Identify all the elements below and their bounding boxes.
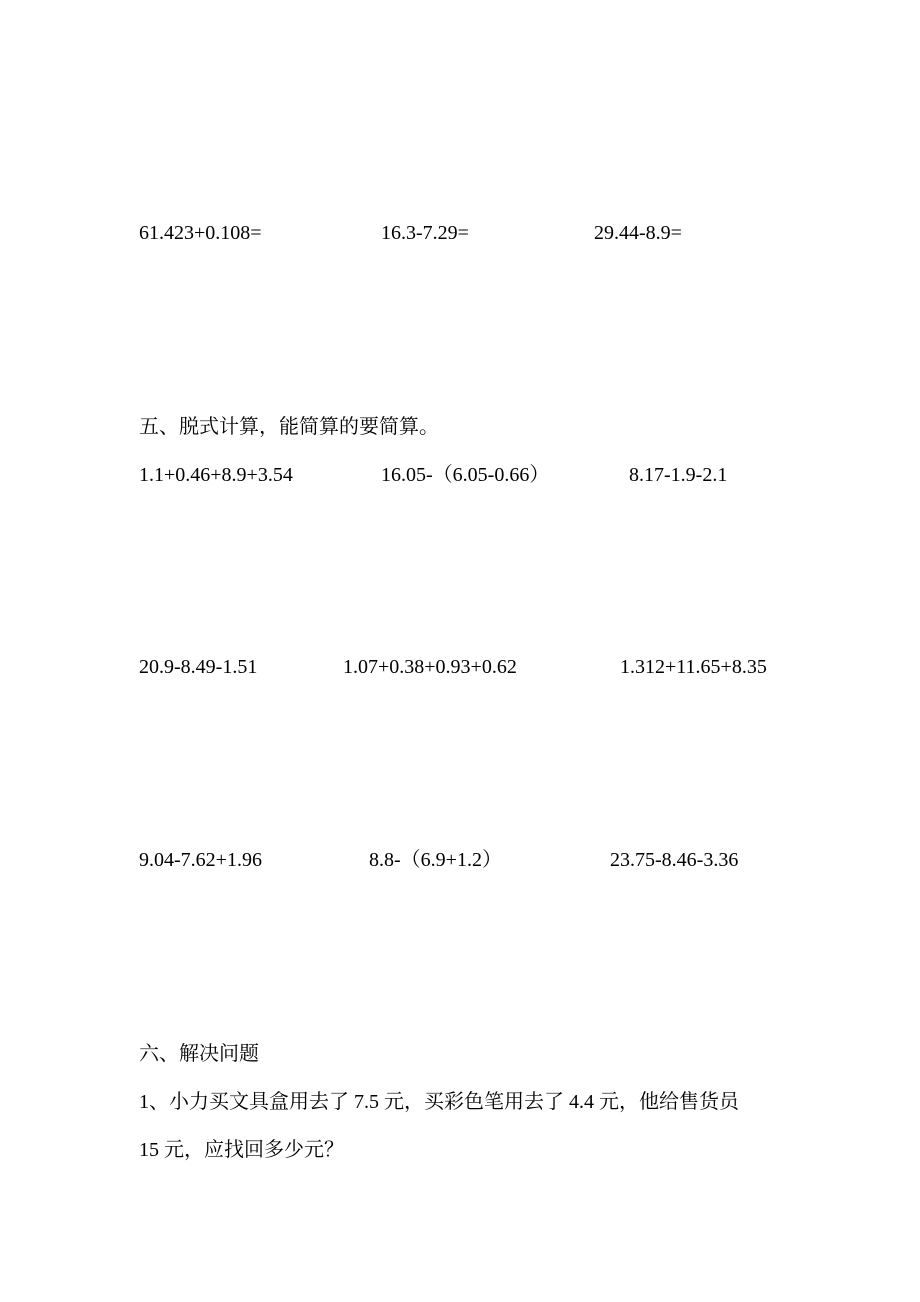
expression-2: 16.3-7.29= [381,222,469,244]
section-5-heading: 五、脱式计算，能简算的要简算。 [139,416,439,438]
section-5-expression: 8.8-（6.9+1.2） [369,849,502,871]
section-5-expression: 8.17-1.9-2.1 [629,464,728,486]
section-5-expression: 9.04-7.62+1.96 [139,849,262,871]
problem-1-line-2: 15 元，应找回多少元？ [139,1139,344,1161]
section-5-expression: 23.75-8.46-3.36 [610,849,739,871]
section-5-expression: 20.9-8.49-1.51 [139,656,258,678]
section-5-expression: 1.1+0.46+8.9+3.54 [139,464,293,486]
section-6-heading: 六、解决问题 [139,1043,259,1065]
expression-3: 29.44-8.9= [594,222,682,244]
section-5-expression: 1.312+11.65+8.35 [620,656,767,678]
problem-1-line-1: 1、小力买文具盒用去了 7.5 元，买彩色笔用去了 4.4 元，他给售货员 [139,1091,739,1113]
expression-1: 61.423+0.108= [139,222,262,244]
section-5-expression: 16.05-（6.05-0.66） [381,464,550,486]
section-5-expression: 1.07+0.38+0.93+0.62 [343,656,517,678]
